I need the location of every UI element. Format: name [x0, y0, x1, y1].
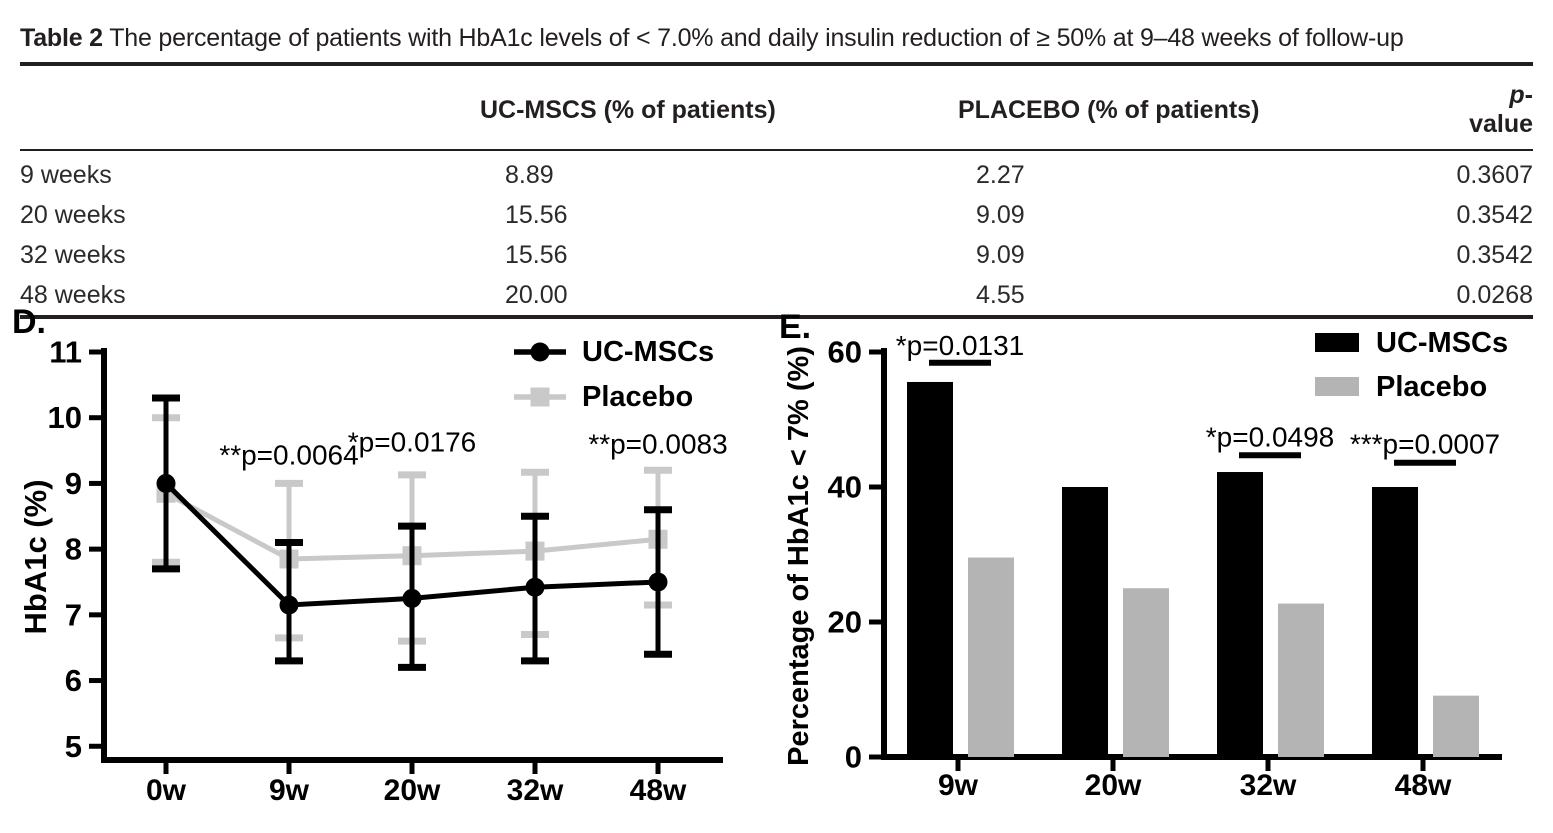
panel-label-d: D. — [12, 303, 46, 341]
line-chart-panel-d — [0, 300, 760, 833]
y-tick-label: 9 — [64, 465, 82, 501]
table-header-row — [20, 64, 1533, 150]
ucmscs-value: 20.00 — [505, 280, 568, 309]
p-value: 0.3542 — [1456, 240, 1533, 269]
bar-ucmscs — [907, 382, 953, 757]
x-tick-label: 48w — [629, 774, 687, 807]
bar-ucmscs — [1062, 487, 1108, 757]
bar-ucmscs — [1217, 472, 1263, 757]
x-tick-label: 9w — [268, 774, 310, 807]
y-tick-label: 0 — [844, 739, 862, 775]
y-tick-label: 7 — [64, 597, 82, 633]
legend-swatch — [1315, 377, 1359, 396]
y-tick-label: 40 — [827, 469, 862, 505]
col-header-pvalue — [1454, 64, 1533, 150]
bar-ucmscs — [1372, 487, 1418, 757]
p-value: 0.3542 — [1456, 200, 1533, 229]
data-point-marker — [157, 474, 176, 493]
y-tick-label: 10 — [47, 400, 82, 436]
p-value-annotation: **p=0.0064 — [219, 439, 359, 471]
p-value-annotation: **p=0.0083 — [588, 428, 728, 460]
row-label: 20 weeks — [20, 200, 126, 229]
p-value-annotation: *p=0.0176 — [347, 426, 477, 458]
legend-label: Placebo — [582, 381, 694, 413]
col-header-ucmscs: UC-MSCS (% of patients) — [480, 64, 958, 150]
panel-label-e: E. — [779, 308, 812, 346]
bar-placebo — [1278, 604, 1324, 757]
bar-chart-panel-e — [760, 300, 1553, 833]
placebo-value: 9.09 — [976, 240, 1025, 269]
table-row — [20, 195, 1533, 235]
pvalue-rest: -value — [1469, 81, 1533, 138]
pvalue-p: p — [1509, 81, 1525, 109]
y-tick-label: 5 — [64, 728, 82, 764]
data-point-marker — [403, 589, 422, 608]
ucmscs-value: 15.56 — [505, 200, 568, 229]
y-tick-label: 11 — [49, 334, 82, 370]
table-number: Table 2 — [20, 24, 103, 52]
p-value-annotation: *p=0.0498 — [1205, 421, 1335, 453]
row-label: 9 weeks — [20, 160, 112, 189]
x-tick-label: 20w — [1084, 769, 1142, 802]
bar-placebo — [968, 558, 1014, 757]
placebo-value: 2.27 — [976, 160, 1025, 189]
legend-label: Placebo — [1376, 371, 1488, 403]
y-axis-label: HbA1c (%) — [18, 479, 53, 635]
y-tick-label: 6 — [64, 663, 82, 699]
y-tick-label: 60 — [827, 334, 862, 370]
y-tick-label: 8 — [64, 531, 82, 567]
data-point-marker — [526, 578, 545, 597]
y-tick-label: 20 — [827, 604, 862, 640]
table-title — [20, 22, 1533, 54]
table-caption: The percentage of patients with HbA1c levels of < 7.0% and daily insulin reduction of ≥ 50% at 9–48 weeks of follow-up — [109, 24, 1404, 52]
legend-marker — [531, 388, 550, 407]
p-value-annotation: ***p=0.0007 — [1349, 428, 1501, 460]
table-row — [20, 150, 1533, 195]
x-tick-label: 32w — [506, 774, 564, 807]
table-row — [20, 235, 1533, 275]
row-label: 48 weeks — [20, 280, 126, 309]
data-point-marker — [280, 595, 299, 614]
x-tick-label: 48w — [1394, 769, 1452, 802]
ucmscs-value: 8.89 — [505, 160, 554, 189]
x-tick-label: 9w — [937, 769, 979, 802]
x-tick-label: 0w — [145, 774, 187, 807]
data-point-marker — [649, 572, 668, 591]
p-value-annotation: *p=0.0131 — [895, 329, 1025, 361]
legend-label: UC-MSCs — [582, 336, 715, 368]
p-value: 0.3607 — [1456, 160, 1533, 189]
x-tick-label: 32w — [1239, 769, 1297, 802]
p-value: 0.0268 — [1456, 280, 1533, 309]
bar-placebo — [1123, 588, 1169, 757]
y-axis-label: Percentage of HbA1c < 7% (%) — [783, 346, 815, 766]
col-header-blank — [20, 64, 480, 150]
placebo-value: 4.55 — [976, 280, 1025, 309]
figure-panels — [0, 300, 1553, 833]
table-2-section — [20, 0, 1533, 319]
legend-marker — [531, 343, 550, 362]
row-label: 32 weeks — [20, 240, 126, 269]
col-header-placebo: PLACEBO (% of patients) — [958, 64, 1454, 150]
placebo-value: 9.09 — [976, 200, 1025, 229]
legend-label: UC-MSCs — [1376, 327, 1509, 359]
bar-placebo — [1433, 696, 1479, 757]
legend-swatch — [1315, 333, 1359, 352]
ucmscs-value: 15.56 — [505, 240, 568, 269]
results-table — [20, 62, 1533, 319]
x-tick-label: 20w — [383, 774, 441, 807]
